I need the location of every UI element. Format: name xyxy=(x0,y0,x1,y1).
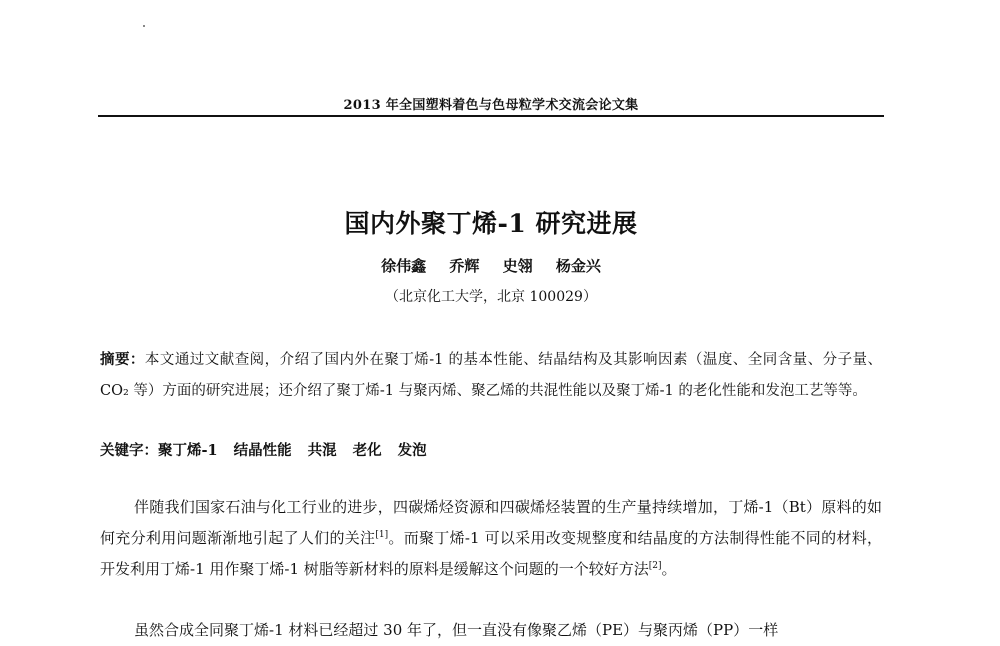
citation-ref[interactable]: [2] xyxy=(648,561,662,571)
author-name: 徐伟鑫 xyxy=(381,257,427,275)
body-text-run: 。而聚丁烯-1 可以采用改变规整度和结晶度的方法制得性能不同的材料，开发利用丁烯-1 用作聚丁烯-1 树脂等新材料的原料是缓解这个问题的一个较好方法 xyxy=(100,529,882,578)
author-name: 史翎 xyxy=(502,257,533,275)
article-title: 国内外聚丁烯-1 研究进展 xyxy=(344,209,638,238)
abstract-block xyxy=(100,345,882,407)
author-list xyxy=(98,255,884,276)
author-affiliation: （北京化工大学，北京 100029） xyxy=(385,289,597,305)
keyword: 聚丁烯-1 xyxy=(158,442,218,459)
keyword: 老化 xyxy=(352,442,382,459)
keyword: 发泡 xyxy=(397,442,427,459)
abstract-text: 本文通过文献查阅，介绍了国内外在聚丁烯-1 的基本性能、结晶结构及其影响因素（温度、全同含量、分子量、CO₂ 等）方面的研究进展；还介绍了聚丁烯-1 与聚丙烯、聚乙烯的共混性能以及聚丁烯-1 的老化性能和发泡工艺等等。 xyxy=(100,352,883,399)
citation-ref[interactable]: [1] xyxy=(375,530,389,540)
scan-speck xyxy=(143,25,145,27)
keyword: 结晶性能 xyxy=(233,442,292,459)
author-name: 杨金兴 xyxy=(555,257,601,275)
header-rule xyxy=(98,115,884,117)
body-paragraph xyxy=(100,492,882,585)
keyword: 共混 xyxy=(307,442,337,459)
body-text-run: 。 xyxy=(661,560,677,578)
keywords-block xyxy=(100,439,882,463)
keywords-label: 关键字： xyxy=(100,443,158,459)
author-name: 乔辉 xyxy=(449,257,480,275)
body-text-run: 伴随我们国家石油与化工行业的进步，四碳烯烃资源和四碳烯烃装置的生产量持续增加，丁烯-1（Bt）原料的如何充分利用问题渐渐地引起了人们的关注 xyxy=(100,498,882,547)
abstract-label: 摘要： xyxy=(100,352,145,368)
running-header: 2013 年全国塑料着色与色母粒学术交流会论文集 xyxy=(343,98,639,113)
body-paragraph-partial: 虽然合成全同聚丁烯-1 材料已经超过 30 年了，但一直没有像聚乙烯（PE）与聚丙烯（PP）一样 xyxy=(134,621,779,639)
